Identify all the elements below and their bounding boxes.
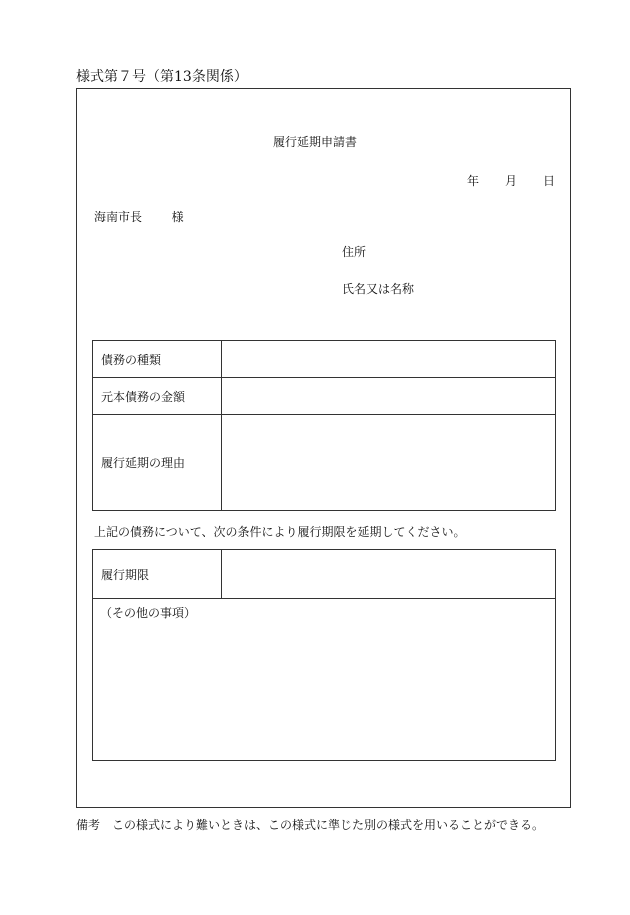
date-day-label: 日	[543, 174, 556, 188]
remark-note: 備考 この様式により難いときは、この様式に準じた別の様式を用いることができる。	[76, 818, 545, 832]
debt-info-table	[92, 340, 556, 511]
deadline-field[interactable]	[222, 550, 556, 599]
principal-amount-label: 元本債務の金額	[93, 378, 222, 415]
addressee-name: 海南市長	[94, 210, 143, 224]
name-label: 氏名又は名称	[342, 282, 415, 296]
form-title: 履行延期申請書	[272, 135, 357, 149]
other-matters-label: （その他の事項）	[100, 606, 197, 620]
debt-type-field[interactable]	[222, 341, 556, 378]
deadline-label: 履行期限	[93, 550, 222, 599]
date-year-label: 年	[467, 174, 480, 188]
principal-amount-field[interactable]	[222, 378, 556, 415]
delay-reason-field[interactable]	[222, 415, 556, 511]
table-row	[93, 341, 556, 378]
delay-reason-label: 履行延期の理由	[93, 415, 222, 511]
request-statement: 上記の債務について、次の条件により履行期限を延期してください。	[94, 525, 466, 539]
table-row	[93, 550, 556, 599]
table-row	[93, 378, 556, 415]
date-month-label: 月	[505, 174, 518, 188]
table-row	[93, 415, 556, 511]
addressee-honorific: 様	[171, 210, 184, 224]
other-matters-field[interactable]	[92, 598, 556, 761]
deadline-table	[92, 549, 556, 599]
debt-type-label: 債務の種類	[93, 341, 222, 378]
addressee	[94, 208, 184, 225]
form-reference: 様式第７号（第13条関係）	[76, 69, 248, 85]
address-label: 住所	[342, 245, 367, 259]
